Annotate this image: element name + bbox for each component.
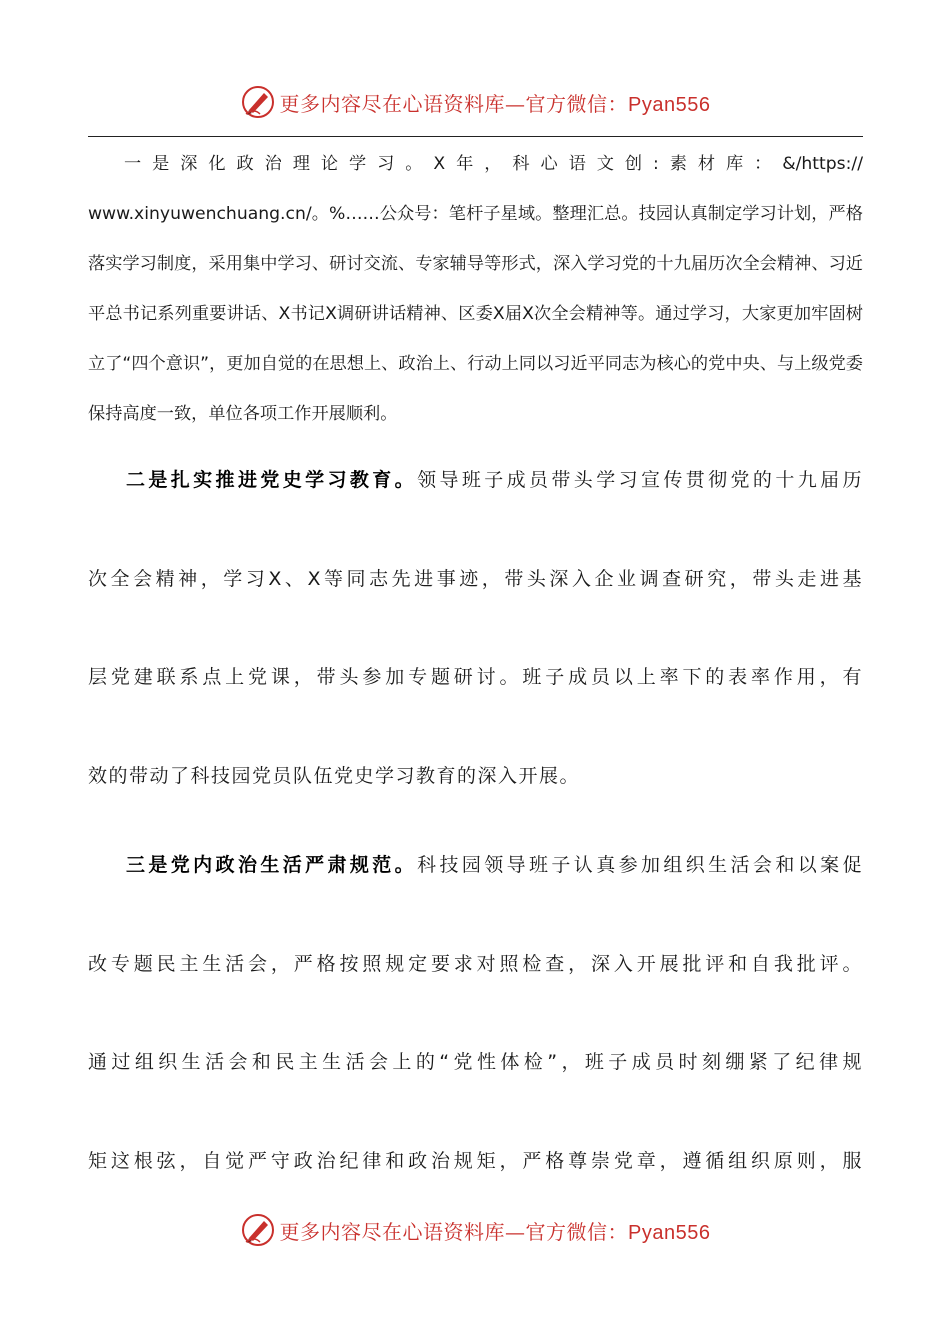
paragraph-2-line-3: 层党建联系点上党课，带头参加专题研讨。班子成员以上率下的表率作用，有 (88, 666, 863, 688)
paragraph-2-heading: 二是扎实推进党史学习教育。 (126, 469, 418, 491)
paragraph-2 (88, 431, 863, 825)
paragraph-3-line-1: 三是党内政治生活严肃规范。科技园领导班子认真参加组织生活会和以案促 (126, 854, 863, 876)
paragraph-2-line-2: 次全会精神，学习X、X等同志先进事迹，带头深入企业调查研究，带头走进基 (88, 567, 863, 590)
paragraph-3-heading: 三是党内政治生活严肃规范。 (126, 854, 418, 876)
paragraph-3-line-3: 通过组织生活会和民主生活会上的“党性体检”，班子成员时刻绷紧了纪律规 (88, 1051, 863, 1073)
header-banner-text: 更多内容尽在心语资料库—官方微信：Pyan556 (279, 91, 711, 116)
pen-logo-icon (240, 84, 276, 120)
header-divider (88, 136, 863, 137)
footer-banner-text: 更多内容尽在心语资料库—官方微信：Pyan556 (279, 1219, 711, 1244)
paragraph-3-line-2: 改专题民主生活会，严格按照规定要求对照检查，深入开展批评和自我批评。 (88, 952, 863, 975)
paragraph-3 (88, 816, 863, 1210)
paragraph-1-first-line: 一是深化政治理论学习。X年，科心语文创:素材库：&/https:// (124, 154, 863, 174)
paragraph-2-line-4: 效的带动了科技园党员队伍党史学习教育的深入开展。 (88, 764, 581, 787)
paragraph-2-line-1: 二是扎实推进党史学习教育。领导班子成员带头学习宣传贯彻党的十九届历 (126, 469, 863, 491)
pen-logo-icon (240, 1212, 276, 1248)
header-banner (0, 82, 950, 122)
footer-banner (0, 1210, 950, 1250)
paragraph-1-body: www.xinyuwenchuang.cn/。%……公众号：笔杆子星域。整理汇总。技园认真制定学习计划，严格落实学习制度，采用集中学习、研讨交流、专家辅导等形式，深入学习党的十九届历次全会精神、习近平总书记系列重要讲话、X书记X调研讲话精神、区委X届X次全会精神等。通过学习，大家更加牢固树立了“四个意识”，更加自觉的在思想上、政治上、行动上同以习近平同志为核心的党中央、与上级党委保持高度一致，单位各项工作开展顺利。 (88, 204, 863, 424)
paragraph-3-line-4: 矩这根弦，自觉严守政治纪律和政治规矩，严格尊崇党章，遵循组织原则，服 (88, 1149, 863, 1172)
paragraph-1 (88, 139, 863, 439)
